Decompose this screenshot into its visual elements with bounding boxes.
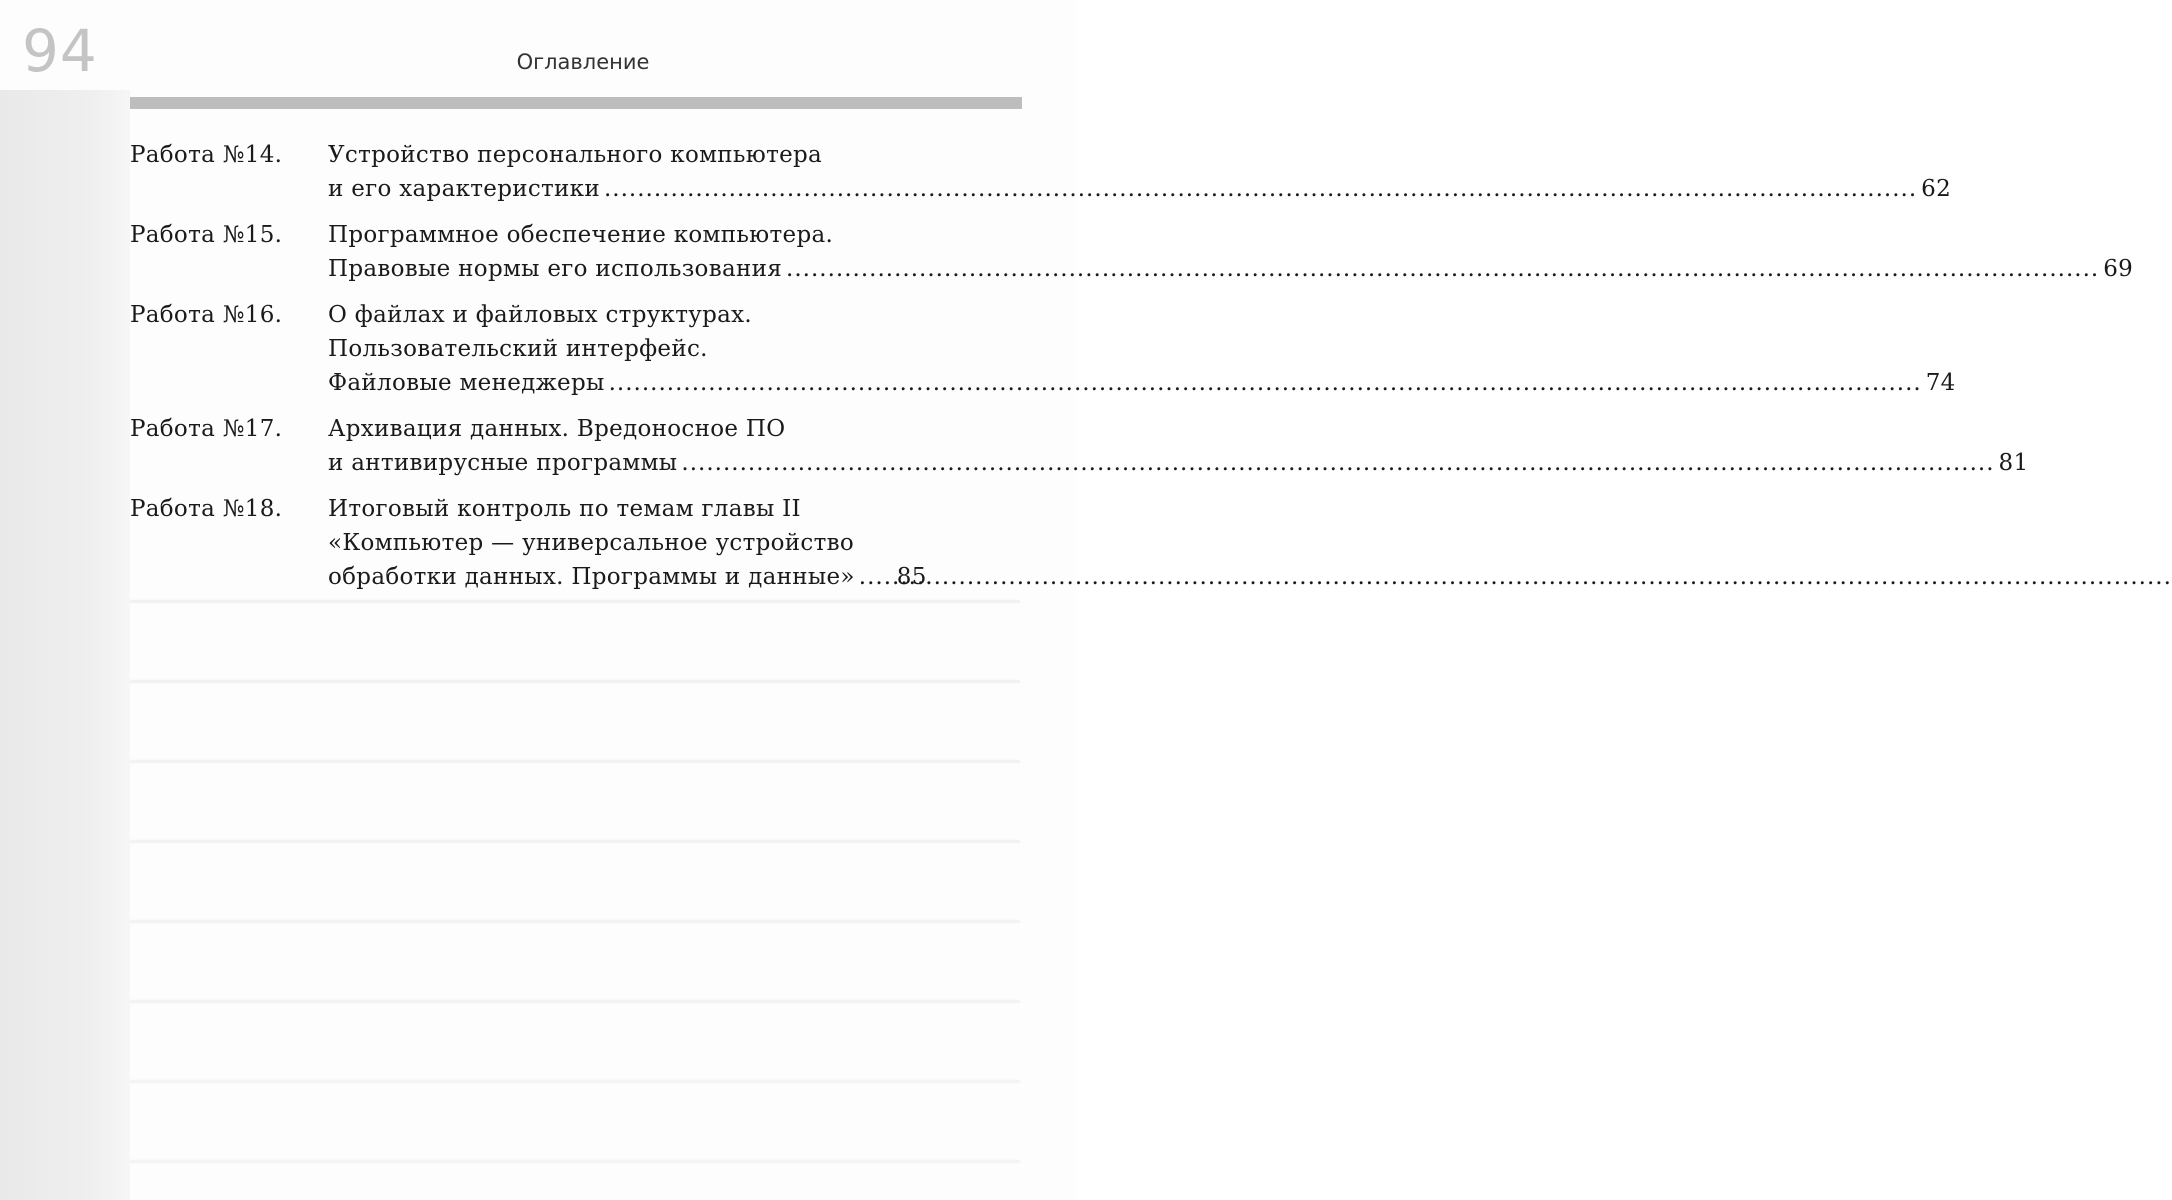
table-of-contents — [130, 138, 2134, 606]
toc-entry-title — [328, 218, 2133, 286]
dot-leader — [786, 252, 2099, 286]
toc-entry-line: Правовые нормы его использования — [328, 256, 783, 282]
toc-entry-line: Файловые менеджеры — [328, 370, 605, 396]
toc-entry — [130, 492, 1020, 594]
toc-page-number: 85 — [896, 564, 927, 590]
toc-entry-title — [328, 412, 2028, 480]
dot-leader — [604, 172, 1917, 206]
toc-entry-line: обработки данных. Программы и данные» — [328, 564, 855, 590]
toc-entry-line: Программное обеспечение компьютера. — [328, 222, 834, 248]
page-number: 94 — [22, 17, 98, 85]
toc-entry-label: Работа №18. — [130, 496, 283, 522]
toc-entry-line: и его характеристики — [328, 176, 600, 202]
toc-entry-line: О файлах и файловых структурах. — [328, 302, 753, 328]
toc-entry — [130, 218, 2134, 286]
toc-page-number: 81 — [1998, 450, 2029, 476]
toc-entry-line: Архивация данных. Вредоносное ПО — [328, 416, 786, 442]
dot-leader — [859, 560, 893, 594]
dot-leader — [681, 446, 1994, 480]
toc-page-number: 69 — [2103, 256, 2134, 282]
toc-entry — [130, 298, 1956, 400]
toc-entry — [130, 412, 2029, 480]
toc-page-number: 62 — [1921, 176, 1952, 202]
toc-entry-label: Работа №16. — [130, 302, 283, 328]
toc-entry-last-line — [328, 446, 2028, 480]
toc-entry-title — [328, 492, 1020, 594]
toc-entry-last-line — [328, 172, 1951, 206]
toc-entry-line: Устройство персонального компьютера — [328, 142, 823, 168]
page-margin-strip — [0, 90, 130, 1200]
running-head: Оглавление — [516, 50, 650, 74]
toc-entry-title — [328, 298, 1956, 400]
toc-entry-label: Работа №14. — [130, 142, 283, 168]
toc-entry-label: Работа №15. — [130, 222, 283, 248]
dot-leader — [609, 366, 1922, 400]
toc-entry-last-line — [328, 366, 1956, 400]
toc-entry-line: и антивирусные программы — [328, 450, 678, 476]
toc-page-number: 74 — [1925, 370, 1956, 396]
toc-entry — [130, 138, 1952, 206]
header-rule — [130, 97, 1022, 109]
toc-entry-title — [328, 138, 1951, 206]
toc-entry-line: Пользовательский интерфейс. — [328, 336, 708, 362]
toc-entry-line: «Компьютер — универсальное устройство — [328, 530, 855, 556]
toc-entry-last-line — [328, 252, 2133, 286]
toc-entry-last-line — [328, 560, 1020, 594]
toc-entry-label: Работа №17. — [130, 416, 283, 442]
toc-entry-line: Итоговый контроль по темам главы II — [328, 496, 801, 522]
